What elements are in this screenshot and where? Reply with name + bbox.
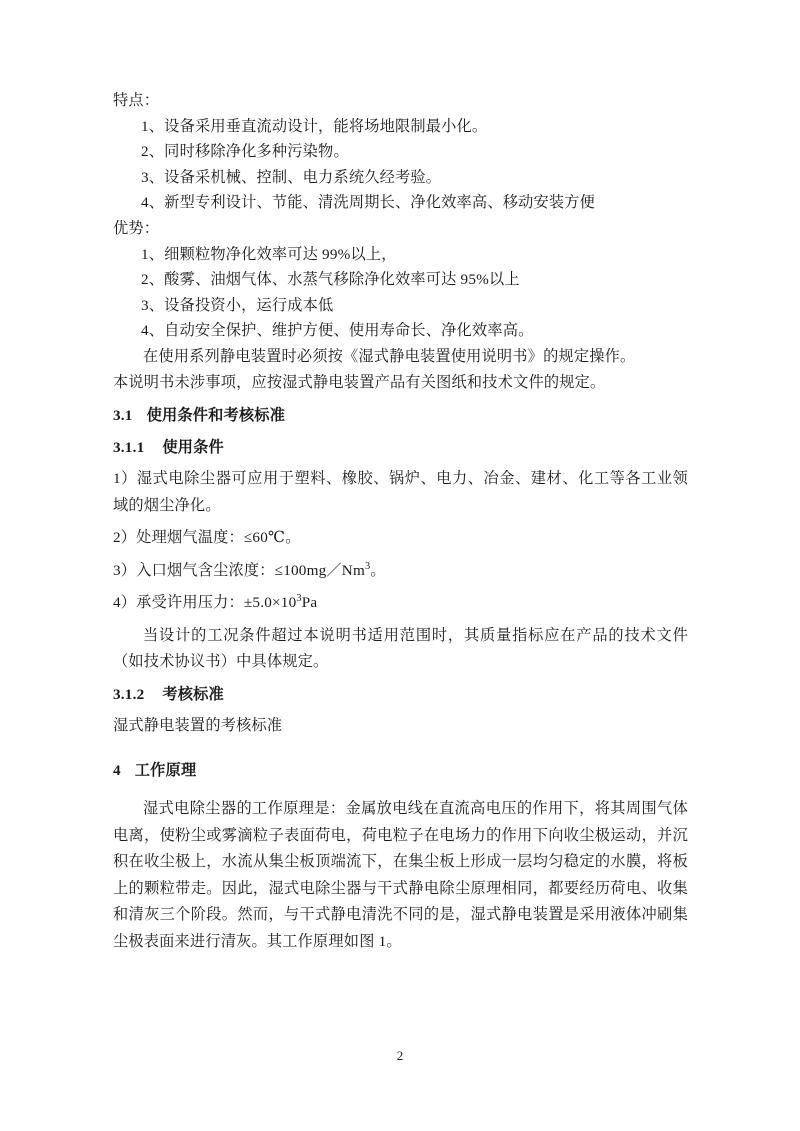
heading-4-text: 工作原理 xyxy=(134,761,197,779)
features-label: 特点： xyxy=(113,92,160,109)
condition-item-2: 2）处理烟气温度：≤60℃。 xyxy=(113,529,301,547)
standard-text: 湿式静电装置的考核标准 xyxy=(113,717,283,735)
principle-paragraph: 湿式电除尘器的工作原理是：金属放电线在直流高电压的作用下，将其周围气体电离，使粉尘或雾滴粒子表面荷电，荷电粒子在电场力的作用下向收尘极运动，并沉积在收尘极上，水流从集尘板顶端流下，在集尘板上形成一层均匀稳定的水膜，将板上的颗粒带走。因此，湿式电除尘器与干式静电除尘原理相同，都要经历荷电、收集和清灰三个阶段。然而，与干式静电清洗不同的是，湿式静电装置是采用液体冲刷集尘极表面来进行清灰。其工作原理如图 1。 xyxy=(113,800,688,950)
heading-3-1-2-text: 考核标准 xyxy=(162,685,224,703)
condition-item-3-superscript: 3 xyxy=(364,560,371,572)
feature-item: 3、设备采机械、控制、电力系统久经考验。 xyxy=(141,168,442,186)
condition-item-4-prefix: 4）承受许用压力：±5.0×10 xyxy=(113,594,297,612)
advantage-item: 3、设备投资小，运行成本低 xyxy=(141,296,334,314)
feature-item: 1、设备采用垂直流动设计，能将场地限制最小化。 xyxy=(141,117,488,135)
advantage-item: 2、酸雾、油烟气体、水蒸气移除净化效率可达 95%以上 xyxy=(141,271,520,289)
condition-item-3-suffix: 。 xyxy=(370,561,386,579)
condition-item-3-prefix: 3）入口烟气含尘浓度：≤100mg／Nm xyxy=(113,561,365,579)
advantage-item: 4、自动安全保护、维护方便、使用寿命长、净化效率高。 xyxy=(141,322,534,340)
heading-3-1 xyxy=(113,403,688,429)
heading-3-1-1-text: 使用条件 xyxy=(162,438,224,456)
page-content xyxy=(113,88,688,955)
conditions-note: 当设计的工况条件超过本说明书适用范围时，其质量指标应在产品的技术文件（如技术协议书）中具体规定。 xyxy=(113,626,688,671)
condition-item-3 xyxy=(113,558,688,585)
heading-4-number: 4 xyxy=(113,761,121,779)
heading-4 xyxy=(113,758,688,784)
condition-item-1: 1）湿式电除尘器可应用于塑料、橡胶、锅炉、电力、冶金、建材、化工等各工业领域的烟尘净化。 xyxy=(113,470,688,514)
heading-3-1-text: 使用条件和考核标准 xyxy=(146,406,286,424)
advantage-item: 1、细颗粒物净化效率可达 99%以上， xyxy=(141,245,397,263)
heading-3-1-number: 3.1 xyxy=(113,406,133,424)
condition-item-4-suffix: Pa xyxy=(301,594,318,612)
heading-3-1-1-number: 3.1.1 xyxy=(113,438,145,456)
note-paragraph-2: 本说明书未涉事项，应按湿式静电装置产品有关图纸和技术文件的规定。 xyxy=(113,374,606,392)
note-paragraph-1: 在使用系列静电装置时必须按《湿式静电装置使用说明书》的规定操作。 xyxy=(143,347,636,365)
heading-3-1-2-number: 3.1.2 xyxy=(113,685,145,703)
condition-item-4 xyxy=(113,590,688,617)
condition-item-4-superscript: 3 xyxy=(296,593,302,605)
heading-3-1-2 xyxy=(113,682,688,708)
feature-item: 2、同时移除净化多种污染物。 xyxy=(141,143,349,161)
page-number: 2 xyxy=(396,1048,404,1063)
advantages-label: 优势： xyxy=(113,219,160,237)
feature-item: 4、新型专利设计、节能、清洗周期长、净化效率高、移动安装方便 xyxy=(141,194,596,212)
heading-3-1-1 xyxy=(113,435,688,461)
